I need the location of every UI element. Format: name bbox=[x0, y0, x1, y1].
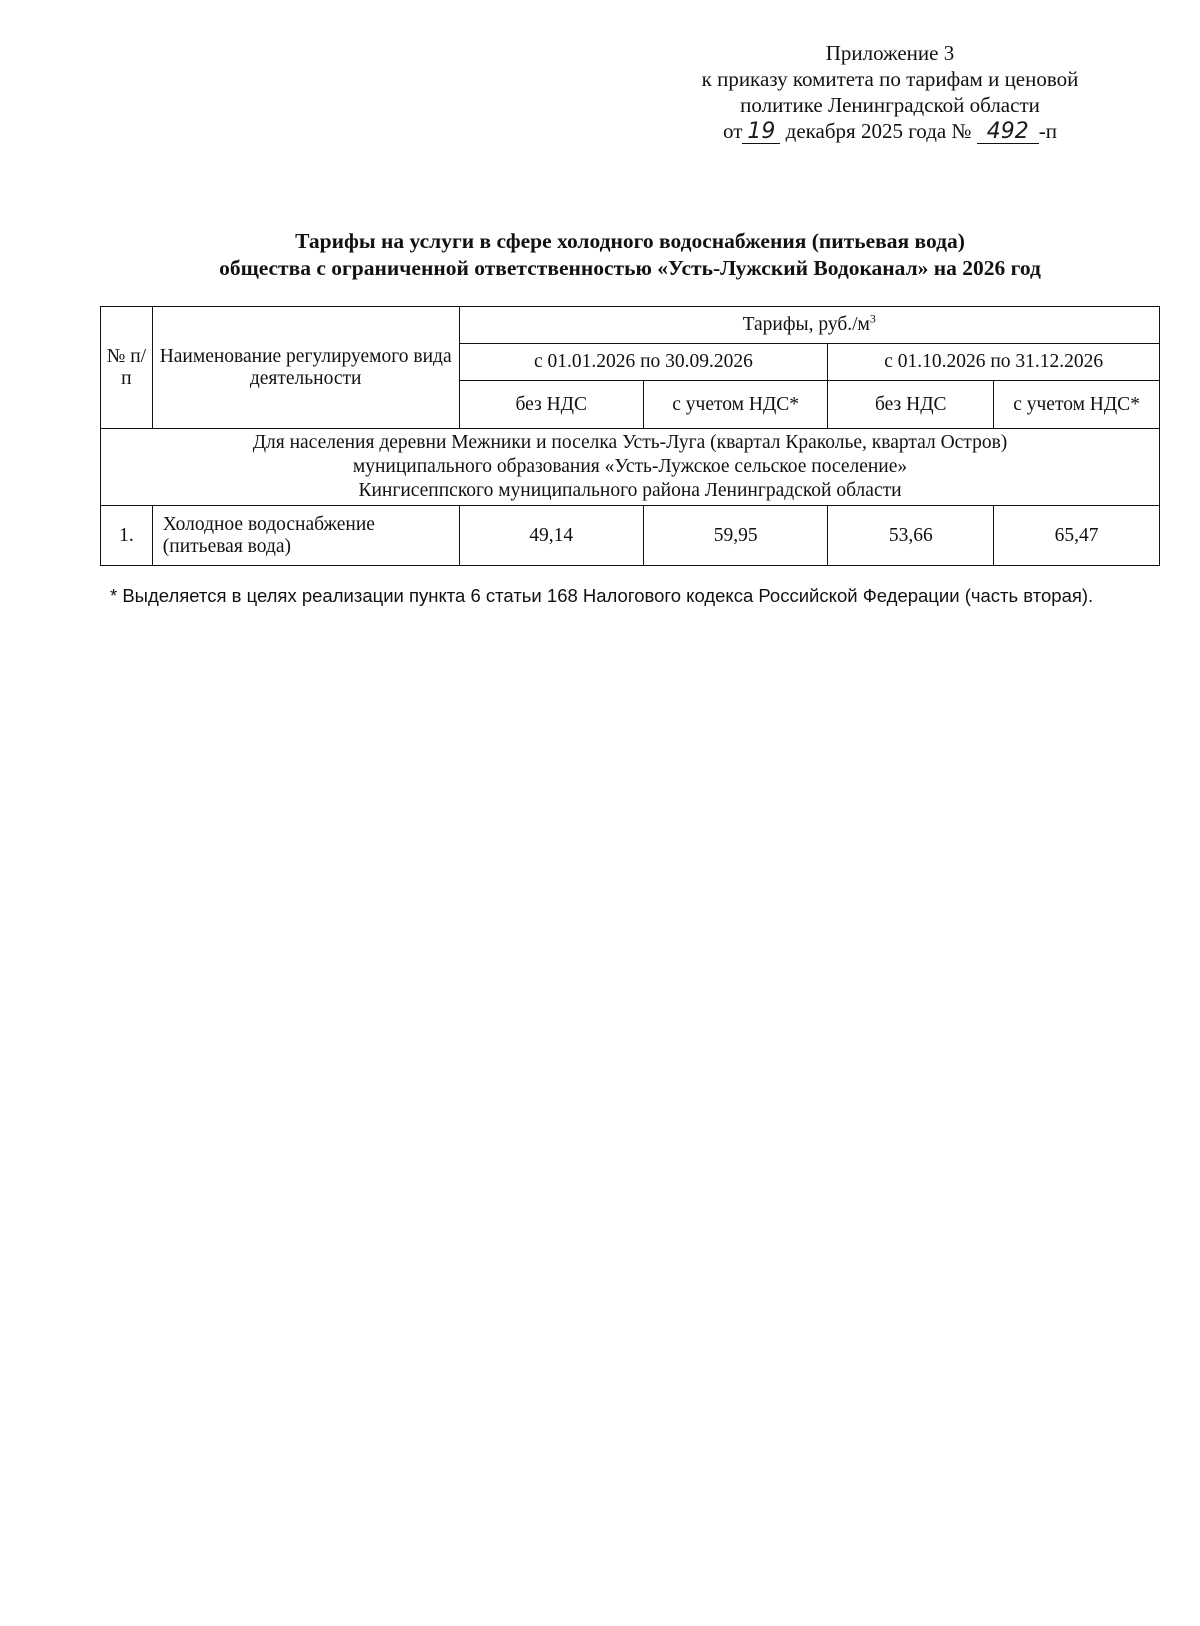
appendix-date-line bbox=[640, 118, 1140, 144]
order-suffix: -п bbox=[1038, 119, 1057, 143]
row-p2-no-vat: 53,66 bbox=[828, 506, 994, 566]
header-period-1: с 01.01.2026 по 30.09.2026 bbox=[459, 344, 828, 381]
group-line-1: Для населения деревни Межники и поселка Усть-Луга (квартал Краколье, квартал Остров) bbox=[252, 432, 1008, 453]
table-header-row-1 bbox=[101, 307, 1160, 344]
tariffs-table bbox=[100, 306, 1160, 566]
header-period-2: с 01.10.2026 по 31.12.2026 bbox=[828, 344, 1160, 381]
row-number: 1. bbox=[101, 506, 153, 566]
unit-superscript: 3 bbox=[869, 311, 876, 326]
date-prefix: от bbox=[723, 119, 743, 143]
row-activity-name: Холодное водоснабжение (питьевая вода) bbox=[152, 506, 459, 566]
header-activity-name: Наименование регулируемого вида деятельности bbox=[152, 307, 459, 429]
vat-footnote: * Выделяется в целях реализации пункта 6 статьи 168 Налогового кодекса Российской Федерации (часть вторая). bbox=[110, 585, 1094, 606]
appendix-committee: политике Ленинградской области bbox=[740, 93, 1040, 117]
group-line-2: муниципального образования «Усть-Лужское сельское поселение» bbox=[352, 456, 908, 477]
table-row bbox=[101, 506, 1160, 566]
date-rest: декабря 2025 года № bbox=[785, 119, 972, 143]
handwritten-order-number: 492 bbox=[977, 121, 1039, 144]
document-title bbox=[100, 228, 1160, 282]
table-group-row bbox=[101, 429, 1160, 506]
title-line-1: Тарифы на услуги в сфере холодного водоснабжения (питьевая вода) bbox=[295, 229, 965, 253]
appendix-title: Приложение 3 bbox=[825, 41, 955, 65]
handwritten-day: 19 bbox=[742, 121, 780, 144]
header-p1-with-vat: с учетом НДС* bbox=[643, 381, 827, 429]
appendix-order-ref: к приказу комитета по тарифам и ценовой bbox=[701, 67, 1079, 91]
header-p2-no-vat: без НДС bbox=[828, 381, 994, 429]
row-p1-with-vat: 59,95 bbox=[643, 506, 827, 566]
group-line-3: Кингисеппского муниципального района Ленинградской области bbox=[358, 480, 902, 501]
row-p2-with-vat: 65,47 bbox=[994, 506, 1160, 566]
header-number: № п/п bbox=[101, 307, 153, 429]
row-p1-no-vat: 49,14 bbox=[459, 506, 643, 566]
header-p2-with-vat: с учетом НДС* bbox=[994, 381, 1160, 429]
header-p1-no-vat: без НДС bbox=[459, 381, 643, 429]
title-line-2: общества с ограниченной ответственностью «Усть-Лужский Водоканал» на 2026 год bbox=[219, 256, 1041, 280]
header-tariffs: Тарифы, $руб./м^3$ bbox=[459, 307, 1160, 344]
consumer-group bbox=[101, 429, 1160, 506]
appendix-header bbox=[640, 40, 1140, 144]
